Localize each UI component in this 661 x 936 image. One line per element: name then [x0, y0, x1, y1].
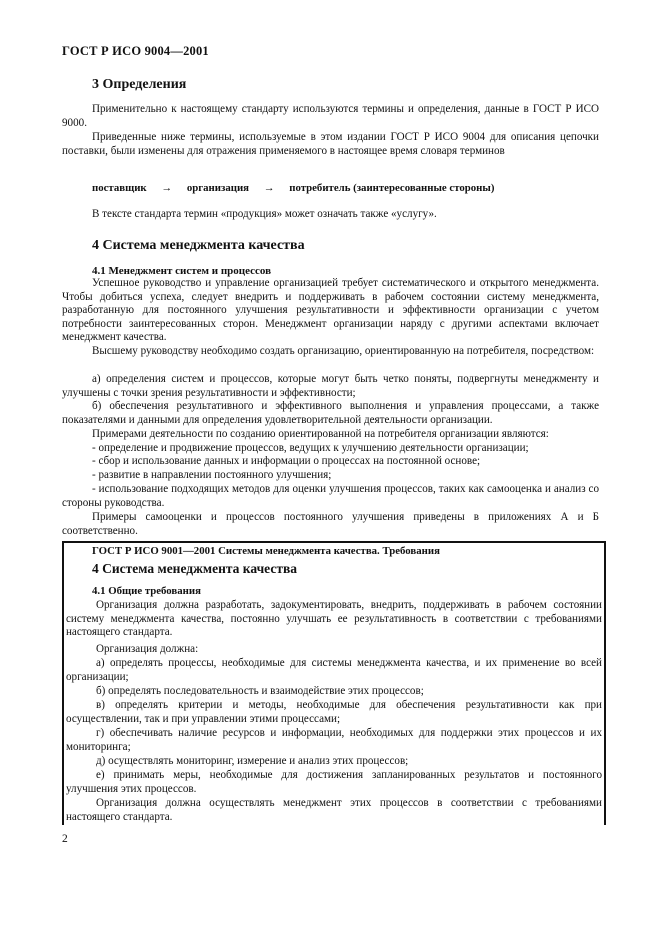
section-4-paragraph-3: Примерами деятельности по созданию ориентированной на потребителя организации являются: — [92, 428, 549, 440]
section-3-paragraph-1: Применительно к настоящему стандарту используются термины и определения, данные в ГОСТ Р ИСО 9000. — [62, 103, 599, 129]
box-paragraph-3: Организация должна осуществлять менеджмент этих процессов в соответствии с требованиями настоящего стандарта. — [66, 797, 602, 823]
box-item-c: в) определять критерии и методы, необходимые для обеспечения результативности как при осуществлении, так и при управлении этими процессами; — [66, 699, 602, 725]
section-4-1-title: 4.1 Менеджмент систем и процессов — [92, 265, 272, 277]
box-header: ГОСТ Р ИСО 9001—2001 Системы менеджмента качества. Требования — [92, 545, 440, 557]
box-item-e: д) осуществлять мониторинг, измерение и анализ этих процессов; — [96, 755, 409, 767]
section-4-title: 4 Система менеджмента качества — [92, 238, 305, 253]
section-4-item-b: б) обеспечения результативного и эффективного выполнения и управления процессами, а также показателями и данными для определения удовлетворительной деятельности организации. — [62, 400, 599, 426]
flow-term-organization: организация — [186, 182, 250, 194]
section-4-paragraph-4: Примеры самооценки и процессов постоянного улучшения приведены в приложениях А и Б соответственно. — [62, 511, 599, 537]
page-header: ГОСТ Р ИСО 9004—2001 — [62, 44, 209, 58]
section-3-paragraph-2: Приведенные ниже термины, используемые в этом издании ГОСТ Р ИСО 9004 для описания цепочки поставки, были изменены для отражения применяемого в настоящее время словаря терминов — [62, 131, 599, 157]
section-4-paragraph-1: Успешное руководство и управление организацией требует систематического и открытого менеджмента. Чтобы добиться успеха, следует внедрить и поддерживать в рабочем состоянии систему менеджмента, разработанную для постоянного улучшения результативности и эффективности организации с учетом потребности заинтересованных сторон. Менеджмент организации наряду с другими аспектами включает менеджмент качества. — [62, 277, 599, 344]
box-subsection-title: 4.1 Общие требования — [92, 585, 201, 597]
box-paragraph-1: Организация должна разработать, задокументировать, внедрить, поддерживать в рабочем состоянии систему менеджмента качества, постоянно улучшать ее результативность в соответствии с требованиями настоящего стандарта. — [66, 599, 602, 639]
box-item-b: б) определять последовательность и взаимодействие этих процессов; — [96, 685, 424, 697]
arrow-right-icon: → — [161, 182, 173, 194]
box-paragraph-2: Организация должна: — [96, 643, 199, 655]
section-3-paragraph-3: В тексте стандарта термин «продукция» может означать также «услугу». — [92, 208, 437, 220]
box-item-d: г) обеспечивать наличие ресурсов и информации, необходимых для поддержки этих процессов и их мониторинга; — [66, 727, 602, 753]
flow-term-supplier: поставщик — [92, 182, 147, 194]
box-item-a: а) определять процессы, необходимые для системы менеджмента качества, и их применение во всей организации; — [66, 657, 602, 683]
supply-chain-flow — [92, 182, 494, 194]
section-4-item-a: а) определения систем и процессов, которые могут быть четко поняты, подвергнуты менеджменту и улучшены с точки зрения результативности и эффективности; — [62, 373, 599, 399]
section-4-bullet-2: - сбор и использование данных и информации о процессах на постоянной основе; — [92, 455, 481, 467]
box-item-f: е) принимать меры, необходимые для достижения запланированных результатов и постоянного улучшения этих процессов. — [66, 769, 602, 795]
flow-term-customer: потребитель (заинтересованные стороны) — [289, 182, 495, 194]
section-4-bullet-1: - определение и продвижение процессов, ведущих к улучшению деятельности организации; — [92, 442, 529, 454]
section-4-bullet-3: - развитие в направлении постоянного улучшения; — [92, 469, 332, 481]
iso-9001-quote-box — [62, 541, 606, 825]
section-4-paragraph-2: Высшему руководству необходимо создать организацию, ориентированную на потребителя, посредством: — [92, 345, 595, 357]
box-section-title: 4 Система менеджмента качества — [92, 561, 297, 576]
section-3-title: 3 Определения — [92, 77, 187, 92]
section-4-bullet-4: - использование подходящих методов для оценки улучшения процессов, таких как самооценка и анализ со стороны руководства. — [62, 483, 599, 509]
page-number: 2 — [62, 833, 68, 845]
arrow-right-icon: → — [263, 182, 275, 194]
